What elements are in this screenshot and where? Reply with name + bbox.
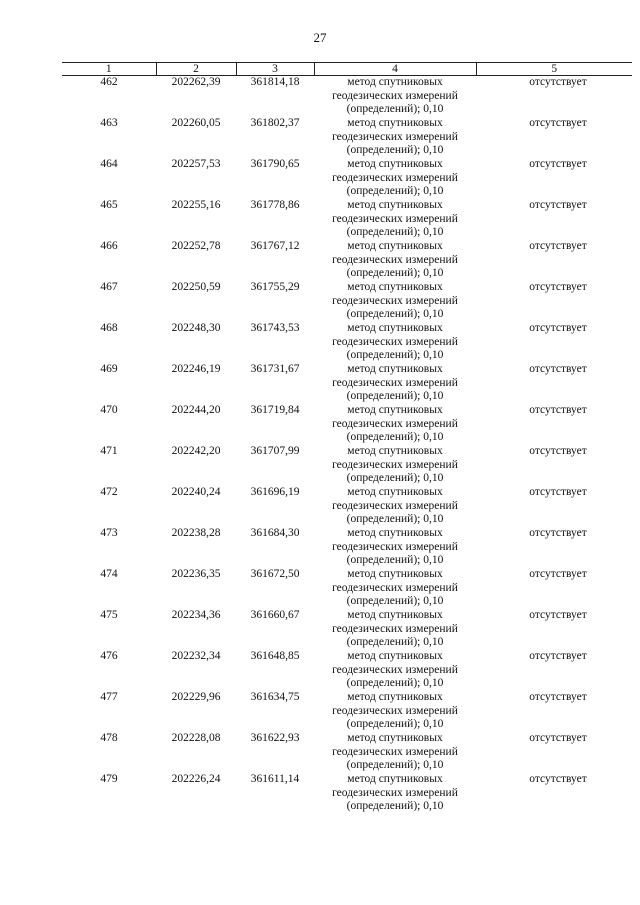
status-cell: отсутствует — [529, 76, 587, 88]
coordinate-x-cell: 202232,34 — [171, 650, 221, 662]
point-number-cell: 462 — [100, 76, 118, 88]
table-row — [62, 650, 632, 691]
table-row — [62, 568, 632, 609]
method-line: геодезических измерений — [332, 704, 458, 717]
method-line: метод спутниковых — [347, 650, 443, 662]
point-number-cell: 477 — [100, 691, 118, 703]
status-cell: отсутствует — [529, 609, 587, 621]
table-row — [62, 199, 632, 240]
coordinate-y-cell: 361743,53 — [250, 322, 300, 334]
table-row — [62, 76, 632, 118]
status-cell: отсутствует — [529, 322, 587, 334]
table-row — [62, 158, 632, 199]
table-row — [62, 486, 632, 527]
status-cell: отсутствует — [529, 527, 587, 539]
coordinate-x-cell: 202255,16 — [171, 199, 221, 211]
status-cell: отсутствует — [529, 363, 587, 375]
table-row — [62, 363, 632, 404]
coordinate-y-cell: 361660,67 — [250, 609, 300, 621]
method-line: (определений); 0,10 — [346, 103, 444, 116]
status-cell: отсутствует — [529, 568, 587, 580]
status-cell: отсутствует — [529, 281, 587, 293]
point-number-cell: 466 — [100, 240, 118, 252]
method-cell — [314, 199, 476, 240]
point-number-cell: 465 — [100, 199, 118, 211]
point-number-cell: 474 — [100, 568, 118, 580]
point-number-cell: 476 — [100, 650, 118, 662]
table-row — [62, 527, 632, 568]
method-line: (определений); 0,10 — [346, 226, 444, 239]
coordinate-y-cell: 361814,18 — [250, 76, 300, 88]
point-number-cell: 473 — [100, 527, 118, 539]
method-cell — [314, 240, 476, 281]
table-row — [62, 691, 632, 732]
method-cell — [314, 650, 476, 691]
method-line: метод спутниковых — [347, 322, 443, 334]
coordinate-x-cell: 202234,36 — [171, 609, 221, 621]
method-line: метод спутниковых — [347, 117, 443, 129]
method-line: метод спутниковых — [347, 445, 443, 457]
method-line: геодезических измерений — [332, 663, 458, 676]
method-cell — [314, 76, 476, 118]
method-line: метод спутниковых — [347, 609, 443, 621]
method-line: геодезических измерений — [332, 171, 458, 184]
table-header — [62, 63, 632, 76]
method-cell — [314, 527, 476, 568]
status-cell: отсутствует — [529, 240, 587, 252]
table-row — [62, 322, 632, 363]
method-line: метод спутниковых — [347, 404, 443, 416]
method-cell — [314, 322, 476, 363]
coordinate-y-cell: 361696,19 — [250, 486, 300, 498]
method-cell — [314, 773, 476, 814]
coordinate-y-cell: 361611,14 — [250, 773, 300, 785]
status-cell: отсутствует — [529, 445, 587, 457]
status-cell: отсутствует — [529, 773, 587, 785]
column-header-5: 5 — [476, 63, 632, 76]
table-row — [62, 773, 632, 814]
status-cell: отсутствует — [529, 691, 587, 703]
coordinate-x-cell: 202244,20 — [171, 404, 221, 416]
coordinate-x-cell: 202238,28 — [171, 527, 221, 539]
method-line: геодезических измерений — [332, 253, 458, 266]
coordinate-x-cell: 202236,35 — [171, 568, 221, 580]
method-line: (определений); 0,10 — [346, 677, 444, 690]
table-row — [62, 404, 632, 445]
table-body — [62, 76, 632, 815]
method-cell — [314, 691, 476, 732]
coordinate-x-cell: 202252,78 — [171, 240, 221, 252]
method-line: геодезических измерений — [332, 499, 458, 512]
method-line: метод спутниковых — [347, 240, 443, 252]
table-row — [62, 732, 632, 773]
method-line: геодезических измерений — [332, 335, 458, 348]
method-cell — [314, 363, 476, 404]
method-line: метод спутниковых — [347, 199, 443, 211]
status-cell: отсутствует — [529, 199, 587, 211]
method-line: геодезических измерений — [332, 89, 458, 102]
status-cell: отсутствует — [529, 486, 587, 498]
point-number-cell: 471 — [100, 445, 118, 457]
method-line: (определений); 0,10 — [346, 718, 444, 731]
point-number-cell: 478 — [100, 732, 118, 744]
coordinate-y-cell: 361648,85 — [250, 650, 300, 662]
coordinate-y-cell: 361767,12 — [250, 240, 300, 252]
coordinate-x-cell: 202246,19 — [171, 363, 221, 375]
point-number-cell: 463 — [100, 117, 118, 129]
method-line: метод спутниковых — [347, 773, 443, 785]
point-number-cell: 472 — [100, 486, 118, 498]
column-header-3: 3 — [236, 63, 314, 76]
method-line: геодезических измерений — [332, 786, 458, 799]
method-cell — [314, 404, 476, 445]
status-cell: отсутствует — [529, 404, 587, 416]
method-line: (определений); 0,10 — [346, 800, 444, 813]
coordinate-x-cell: 202228,08 — [171, 732, 221, 744]
coordinate-y-cell: 361790,65 — [250, 158, 300, 170]
method-line: геодезических измерений — [332, 294, 458, 307]
method-cell — [314, 445, 476, 486]
coordinate-y-cell: 361731,67 — [250, 363, 300, 375]
table-row — [62, 240, 632, 281]
method-line: метод спутниковых — [347, 732, 443, 744]
method-line: геодезических измерений — [332, 540, 458, 553]
method-line: (определений); 0,10 — [346, 308, 444, 321]
method-line: метод спутниковых — [347, 76, 443, 88]
coordinate-x-cell: 202260,05 — [171, 117, 221, 129]
coordinate-y-cell: 361707,99 — [250, 445, 300, 457]
table-row — [62, 281, 632, 322]
method-line: (определений); 0,10 — [346, 349, 444, 362]
method-cell — [314, 158, 476, 199]
table-row — [62, 445, 632, 486]
method-line: (определений); 0,10 — [346, 513, 444, 526]
method-line: геодезических измерений — [332, 376, 458, 389]
method-cell — [314, 732, 476, 773]
method-line: геодезических измерений — [332, 212, 458, 225]
method-line: метод спутниковых — [347, 363, 443, 375]
method-line: (определений); 0,10 — [346, 185, 444, 198]
coordinate-x-cell: 202242,20 — [171, 445, 221, 457]
method-line: (определений); 0,10 — [346, 472, 444, 485]
method-cell — [314, 609, 476, 650]
coordinate-y-cell: 361778,86 — [250, 199, 300, 211]
method-line: метод спутниковых — [347, 691, 443, 703]
method-cell — [314, 568, 476, 609]
method-line: (определений); 0,10 — [346, 554, 444, 567]
coordinate-y-cell: 361802,37 — [250, 117, 300, 129]
point-number-cell: 467 — [100, 281, 118, 293]
coordinate-y-cell: 361672,50 — [250, 568, 300, 580]
method-line: (определений); 0,10 — [346, 759, 444, 772]
coordinate-y-cell: 361719,84 — [250, 404, 300, 416]
method-line: геодезических измерений — [332, 130, 458, 143]
status-cell: отсутствует — [529, 732, 587, 744]
method-line: метод спутниковых — [347, 281, 443, 293]
method-line: (определений); 0,10 — [346, 267, 444, 280]
coordinate-y-cell: 361755,29 — [250, 281, 300, 293]
coordinate-x-cell: 202229,96 — [171, 691, 221, 703]
method-line: (определений); 0,10 — [346, 595, 444, 608]
status-cell: отсутствует — [529, 158, 587, 170]
coordinate-x-cell: 202250,59 — [171, 281, 221, 293]
method-line: метод спутниковых — [347, 568, 443, 580]
coordinate-x-cell: 202240,24 — [171, 486, 221, 498]
column-header-2: 2 — [156, 63, 236, 76]
method-cell — [314, 281, 476, 322]
table-row — [62, 609, 632, 650]
coordinate-y-cell: 361684,30 — [250, 527, 300, 539]
method-line: геодезических измерений — [332, 458, 458, 471]
coordinate-x-cell: 202248,30 — [171, 322, 221, 334]
method-line: метод спутниковых — [347, 158, 443, 170]
method-line: геодезических измерений — [332, 745, 458, 758]
point-number-cell: 468 — [100, 322, 118, 334]
method-line: метод спутниковых — [347, 527, 443, 539]
method-line: (определений); 0,10 — [346, 636, 444, 649]
method-line: (определений); 0,10 — [346, 390, 444, 403]
coordinate-x-cell: 202257,53 — [171, 158, 221, 170]
point-number-cell: 479 — [100, 773, 118, 785]
coordinate-y-cell: 361634,75 — [250, 691, 300, 703]
coordinate-x-cell: 202226,24 — [171, 773, 221, 785]
point-number-cell: 470 — [100, 404, 118, 416]
column-header-1: 1 — [62, 63, 156, 76]
page-number: 27 — [313, 30, 327, 45]
coordinates-table — [62, 62, 632, 814]
status-cell: отсутствует — [529, 650, 587, 662]
method-line: геодезических измерений — [332, 417, 458, 430]
coordinate-x-cell: 202262,39 — [171, 76, 221, 88]
header-row — [62, 63, 632, 76]
coordinate-y-cell: 361622,93 — [250, 732, 300, 744]
point-number-cell: 464 — [100, 158, 118, 170]
table-row — [62, 117, 632, 158]
method-cell — [314, 486, 476, 527]
method-line: геодезических измерений — [332, 581, 458, 594]
method-line: геодезических измерений — [332, 622, 458, 635]
method-cell — [314, 117, 476, 158]
point-number-cell: 475 — [100, 609, 118, 621]
method-line: метод спутниковых — [347, 486, 443, 498]
point-number-cell: 469 — [100, 363, 118, 375]
column-header-4: 4 — [314, 63, 476, 76]
method-line: (определений); 0,10 — [346, 431, 444, 444]
status-cell: отсутствует — [529, 117, 587, 129]
method-line: (определений); 0,10 — [346, 144, 444, 157]
